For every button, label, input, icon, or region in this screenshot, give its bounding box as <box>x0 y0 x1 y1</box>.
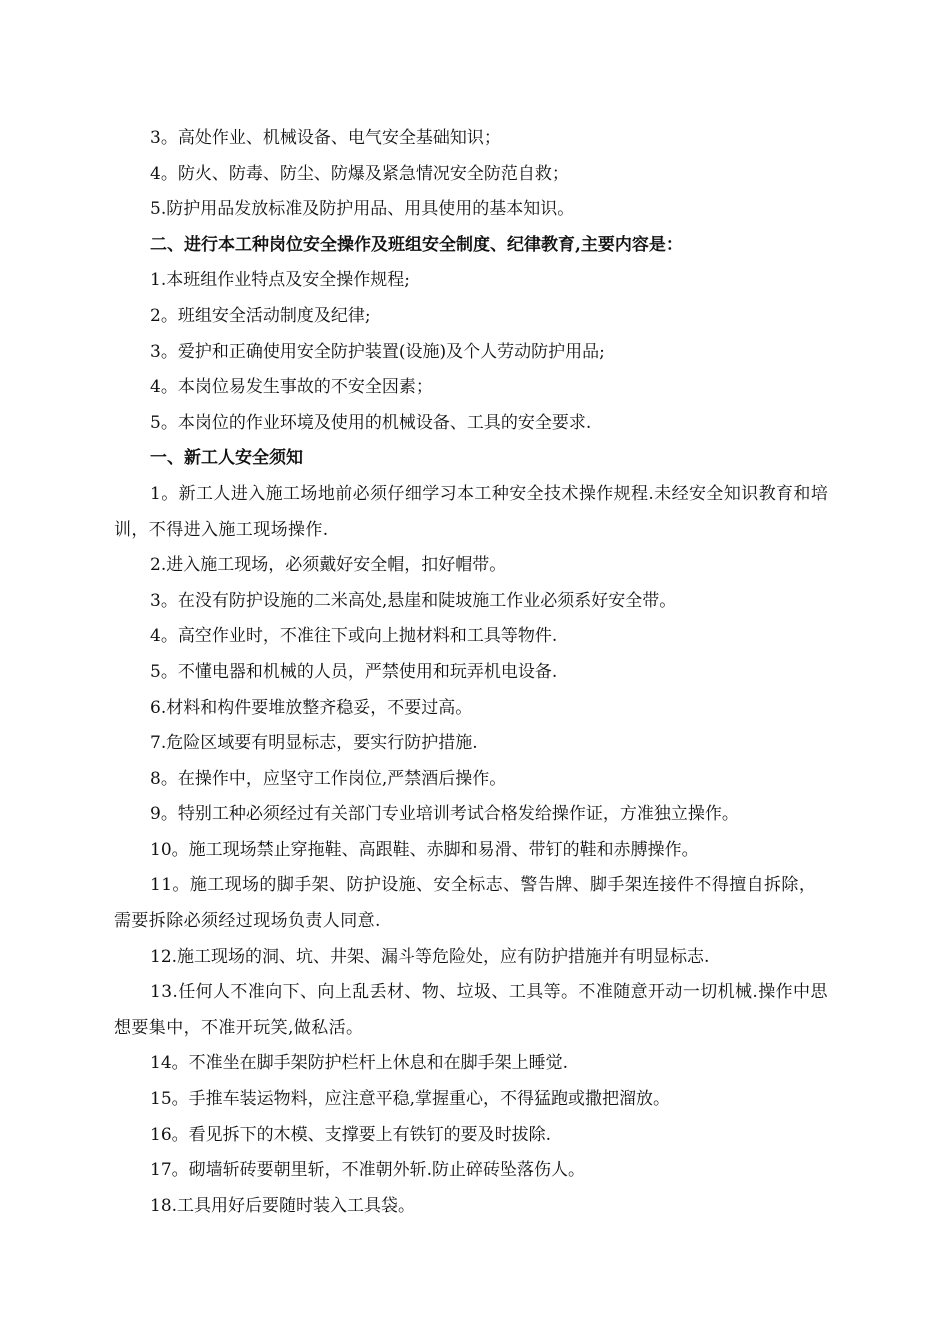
list-item: 5.防护用品发放标准及防护用品、用具使用的基本知识。 <box>150 199 575 220</box>
list-item: 16。看见拆下的木模、支撑要上有铁钉的要及时拔除. <box>150 1124 552 1145</box>
list-item: 1.本班组作业特点及安全操作规程; <box>150 270 410 291</box>
list-item: 7.危险区域要有明显标志，要实行防护措施. <box>150 733 478 754</box>
list-item: 2。班组安全活动制度及纪律; <box>150 305 371 326</box>
section-top <box>114 121 830 228</box>
list-item: 15。手推车装运物料，应注意平稳,掌握重心，不得猛跑或撒把溜放。 <box>150 1089 671 1110</box>
list-item: 5。不懂电器和机械的人员，严禁使用和玩弄机电设备. <box>150 661 558 682</box>
list-item: 2.进入施工现场，必须戴好安全帽，扣好帽带。 <box>150 555 507 576</box>
list-item: 12.施工现场的洞、坑、井架、漏斗等危险处，应有防护措施并有明显标志. <box>150 946 710 967</box>
list-item: 3。爱护和正确使用安全防护装置(设施)及个人劳动防护用品; <box>150 341 605 362</box>
section-two <box>114 228 830 442</box>
list-item: 3。高处作业、机械设备、电气安全基础知识； <box>150 128 501 148</box>
list-item: 4。防火、防毒、防尘、防爆及紧急情况安全防范自救； <box>150 163 569 184</box>
list-item: 6.材料和构件要堆放整齐稳妥，不要过高。 <box>150 697 473 718</box>
section-heading: 一、新工人安全须知 <box>150 448 303 469</box>
list-item: 13.任何人不准向下、向上乱丢材、物、垃圾、工具等。不准随意开动一切机械.操作中思想要集中，不准开玩笑,做私活。 <box>114 982 828 1038</box>
list-item: 11。施工现场的脚手架、防护设施、安全标志、警告牌、脚手架连接件不得擅自拆除，需要拆除必须经过现场负责人同意. <box>114 875 817 932</box>
list-item: 4。本岗位易发生事故的不安全因素； <box>150 377 433 398</box>
list-item: 10。施工现场禁止穿拖鞋、高跟鞋、赤脚和易滑、带钉的鞋和赤膊操作。 <box>150 839 699 860</box>
list-item: 4。高空作业时，不准往下或向上抛材料和工具等物件. <box>150 626 558 647</box>
list-item: 8。在操作中，应坚守工作岗位,严禁酒后操作。 <box>150 768 507 789</box>
list-item: 3。在没有防护设施的二米高处,悬崖和陡坡施工作业必须系好安全带。 <box>150 590 677 611</box>
section-one <box>114 441 830 1224</box>
list-item: 17。砌墙斩砖要朝里斩，不准朝外斩.防止碎砖坠落伤人。 <box>150 1160 586 1181</box>
section-heading: 二、进行本工种岗位安全操作及班组安全制度、纪律教育,主要内容是： <box>150 234 683 255</box>
list-item: 18.工具用好后要随时装入工具袋。 <box>150 1195 416 1216</box>
list-item: 1。新工人进入施工场地前必须仔细学习本工种安全技术操作规程.未经安全知识教育和培训，不得进入施工现场操作. <box>114 483 829 540</box>
list-item: 14。不准坐在脚手架防护栏杆上休息和在脚手架上睡觉. <box>150 1053 569 1074</box>
list-item: 5。本岗位的作业环境及使用的机械设备、工具的安全要求. <box>150 412 592 433</box>
list-item: 9。特别工种必须经过有关部门专业培训考试合格发给操作证，方准独立操作。 <box>150 804 739 825</box>
